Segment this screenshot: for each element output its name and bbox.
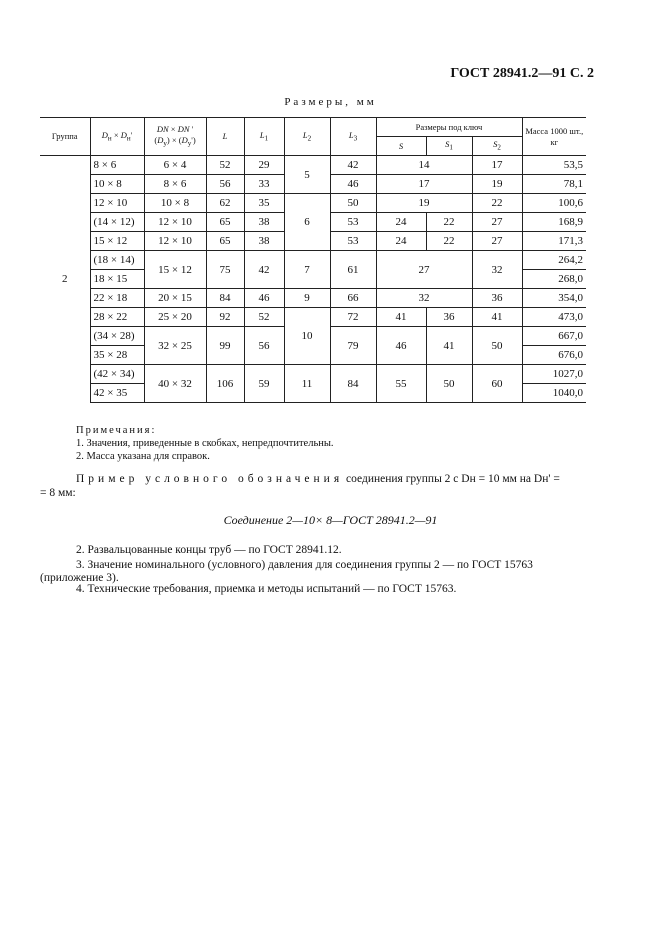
cell-L3: 72 bbox=[330, 308, 376, 327]
cell-dn: (42 × 34) bbox=[90, 365, 144, 384]
cell-dn2: 40 × 32 bbox=[144, 365, 206, 403]
table-caption: Размеры, мм bbox=[284, 96, 377, 108]
note-item: 2. Масса указана для справок. bbox=[76, 451, 210, 462]
dimensions-table bbox=[40, 117, 586, 403]
notes-block bbox=[76, 424, 334, 463]
cell-L3: 79 bbox=[330, 327, 376, 365]
header-L3: $L_3$ bbox=[330, 118, 376, 156]
cell-L1: 56 bbox=[244, 327, 284, 365]
cell-S2: 41 bbox=[472, 308, 522, 327]
cell-dn: (34 × 28) bbox=[90, 327, 144, 346]
cell-L3: 61 bbox=[330, 251, 376, 289]
cell-S1: 50 bbox=[426, 365, 472, 403]
cell-S: 55 bbox=[376, 365, 426, 403]
table-row bbox=[40, 251, 586, 270]
header-S1: $S_1$ bbox=[426, 137, 472, 156]
cell-L3: 46 bbox=[330, 175, 376, 194]
cell-mass: 1040,0 bbox=[522, 384, 586, 403]
header-keys: Размеры под ключ bbox=[376, 118, 522, 137]
example-text-cont: = 8 мм: bbox=[40, 487, 76, 499]
cell-S: 24 bbox=[376, 232, 426, 251]
cell-dn2: 25 × 20 bbox=[144, 308, 206, 327]
cell-S2: 27 bbox=[472, 232, 522, 251]
cell-S: 14 bbox=[376, 156, 472, 175]
notes-title: Примечания: bbox=[76, 425, 157, 436]
cell-L: 56 bbox=[206, 175, 244, 194]
cell-mass: 268,0 bbox=[522, 270, 586, 289]
cell-mass: 1027,0 bbox=[522, 365, 586, 384]
cell-mass: 78,1 bbox=[522, 175, 586, 194]
paragraph-3: 3. Значение номинального (условного) давления для соединения группы 2 — по ГОСТ 15763 bbox=[76, 559, 533, 571]
header-dn: $D_н \times D_н'$ bbox=[90, 118, 144, 156]
cell-dn: 22 × 18 bbox=[90, 289, 144, 308]
cell-dn: 42 × 35 bbox=[90, 384, 144, 403]
cell-L: 65 bbox=[206, 232, 244, 251]
cell-S: 32 bbox=[376, 289, 472, 308]
designation-formula: Соединение 2—10× 8—ГОСТ 28941.2—91 bbox=[223, 513, 438, 527]
cell-L1: 52 bbox=[244, 308, 284, 327]
cell-L: 106 bbox=[206, 365, 244, 403]
cell-dn: 35 × 28 bbox=[90, 346, 144, 365]
header-S2: $S_2$ bbox=[472, 137, 522, 156]
cell-mass: 676,0 bbox=[522, 346, 586, 365]
cell-L1: 33 bbox=[244, 175, 284, 194]
header-mass: Масса 1000 шт., кг bbox=[522, 118, 586, 156]
cell-L1: 59 bbox=[244, 365, 284, 403]
cell-dn: (14 × 12) bbox=[90, 213, 144, 232]
cell-L2: 6 bbox=[284, 194, 330, 251]
cell-L3: 66 bbox=[330, 289, 376, 308]
cell-dn2: 32 × 25 bbox=[144, 327, 206, 365]
cell-S: 17 bbox=[376, 175, 472, 194]
cell-mass: 473,0 bbox=[522, 308, 586, 327]
header-L2: $L_2$ bbox=[284, 118, 330, 156]
paragraph-3-cont: (приложение 3). bbox=[40, 572, 119, 584]
cell-S1: 22 bbox=[426, 213, 472, 232]
table-row bbox=[40, 156, 586, 175]
cell-S2: 27 bbox=[472, 213, 522, 232]
example-paragraph bbox=[76, 471, 596, 487]
cell-dn: 18 × 15 bbox=[90, 270, 144, 289]
cell-L: 75 bbox=[206, 251, 244, 289]
example-text: соединения группы 2 с Dн = 10 мм на Dн' = bbox=[343, 473, 560, 485]
cell-S2: 50 bbox=[472, 327, 522, 365]
cell-L: 62 bbox=[206, 194, 244, 213]
cell-dn: 15 × 12 bbox=[90, 232, 144, 251]
header-L: L bbox=[206, 118, 244, 156]
cell-L1: 42 bbox=[244, 251, 284, 289]
cell-mass: 100,6 bbox=[522, 194, 586, 213]
table-row bbox=[40, 365, 586, 384]
cell-S: 27 bbox=[376, 251, 472, 289]
cell-L: 52 bbox=[206, 156, 244, 175]
cell-L1: 35 bbox=[244, 194, 284, 213]
table-row bbox=[40, 289, 586, 308]
cell-L3: 50 bbox=[330, 194, 376, 213]
cell-L: 65 bbox=[206, 213, 244, 232]
cell-S2: 60 bbox=[472, 365, 522, 403]
cell-S2: 19 bbox=[472, 175, 522, 194]
cell-S2: 32 bbox=[472, 251, 522, 289]
cell-L3: 53 bbox=[330, 232, 376, 251]
cell-mass: 171,3 bbox=[522, 232, 586, 251]
cell-dn2: 8 × 6 bbox=[144, 175, 206, 194]
cell-dn2: 20 × 15 bbox=[144, 289, 206, 308]
cell-L3: 42 bbox=[330, 156, 376, 175]
cell-dn2: 12 × 10 bbox=[144, 213, 206, 232]
cell-dn2: 6 × 4 bbox=[144, 156, 206, 175]
cell-L3: 84 bbox=[330, 365, 376, 403]
cell-dn: 28 × 22 bbox=[90, 308, 144, 327]
note-item: 1. Значения, приведенные в скобках, непредпочтительны. bbox=[76, 438, 334, 449]
cell-mass: 53,5 bbox=[522, 156, 586, 175]
paragraph-2: 2. Развальцованные концы труб — по ГОСТ 28941.12. bbox=[76, 544, 342, 556]
cell-dn2: 15 × 12 bbox=[144, 251, 206, 289]
cell-dn: 12 × 10 bbox=[90, 194, 144, 213]
cell-L1: 38 bbox=[244, 232, 284, 251]
cell-S: 24 bbox=[376, 213, 426, 232]
header-group: Группа bbox=[40, 118, 90, 156]
cell-dn2: 12 × 10 bbox=[144, 232, 206, 251]
cell-dn: (18 × 14) bbox=[90, 251, 144, 270]
paragraph-4: 4. Технические требования, приемка и методы испытаний — по ГОСТ 15763. bbox=[76, 583, 457, 595]
cell-L2: 5 bbox=[284, 156, 330, 194]
header-S: S bbox=[376, 137, 426, 156]
cell-mass: 667,0 bbox=[522, 327, 586, 346]
header-dn2: DN × DN ' $(D_у) \times (D_у')$ bbox=[144, 118, 206, 156]
cell-L2: 7 bbox=[284, 251, 330, 289]
cell-S: 46 bbox=[376, 327, 426, 365]
cell-L: 84 bbox=[206, 289, 244, 308]
cell-S2: 22 bbox=[472, 194, 522, 213]
cell-dn2: 10 × 8 bbox=[144, 194, 206, 213]
cell-L: 99 bbox=[206, 327, 244, 365]
cell-L1: 38 bbox=[244, 213, 284, 232]
cell-L1: 46 bbox=[244, 289, 284, 308]
cell-S: 41 bbox=[376, 308, 426, 327]
cell-dn: 8 × 6 bbox=[90, 156, 144, 175]
cell-L1: 29 bbox=[244, 156, 284, 175]
cell-L2: 10 bbox=[284, 308, 330, 365]
cell-S2: 17 bbox=[472, 156, 522, 175]
cell-dn: 10 × 8 bbox=[90, 175, 144, 194]
header-L1: $L_1$ bbox=[244, 118, 284, 156]
table-row bbox=[40, 308, 586, 327]
cell-S1: 36 bbox=[426, 308, 472, 327]
cell-S1: 41 bbox=[426, 327, 472, 365]
group-cell: 2 bbox=[40, 156, 90, 403]
example-lead: Пример условного обозначения bbox=[76, 473, 344, 485]
table-row bbox=[40, 194, 586, 213]
cell-L2: 11 bbox=[284, 365, 330, 403]
cell-L: 92 bbox=[206, 308, 244, 327]
cell-mass: 168,9 bbox=[522, 213, 586, 232]
cell-L2: 9 bbox=[284, 289, 330, 308]
cell-mass: 264,2 bbox=[522, 251, 586, 270]
cell-S2: 36 bbox=[472, 289, 522, 308]
cell-mass: 354,0 bbox=[522, 289, 586, 308]
page-header: ГОСТ 28941.2—91 С. 2 bbox=[450, 66, 594, 81]
cell-S: 19 bbox=[376, 194, 472, 213]
cell-S1: 22 bbox=[426, 232, 472, 251]
cell-L3: 53 bbox=[330, 213, 376, 232]
